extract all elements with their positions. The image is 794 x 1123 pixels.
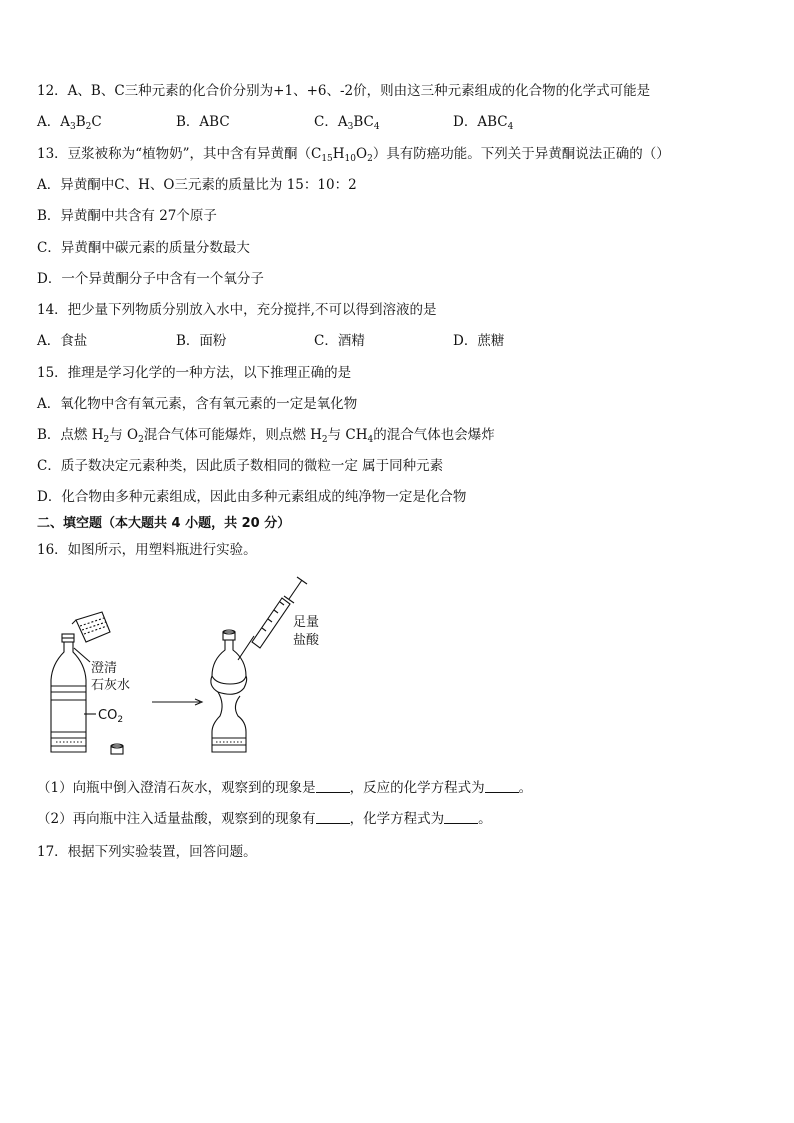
answer-blank[interactable] xyxy=(485,780,519,793)
label-limewater-line2: 石灰水 xyxy=(91,678,131,693)
answer-blank[interactable] xyxy=(316,811,350,824)
beaker-pouring-icon xyxy=(72,612,110,642)
q12-stem: 12．A、B、C三种元素的化合价分别为+1、+6、-2价，则由这三种元素组成的化合物的化学式可能是 xyxy=(37,83,651,99)
answer-blank[interactable] xyxy=(316,780,350,793)
q17-stem: 17．根据下列实验装置，回答问题。 xyxy=(37,844,257,860)
q13-option-d: D．一个异黄酮分子中含有一个氧分子 xyxy=(37,271,264,287)
bottle-experiment-diagram xyxy=(40,572,340,762)
q14-option-c: C．酒精 xyxy=(314,333,365,349)
q14-option-a: A．食盐 xyxy=(37,333,88,349)
q16-subquestion-2: （2）再向瓶中注入适量盐酸，观察到的现象有 ，化学方程式为 。 xyxy=(37,811,492,827)
experiment-figure xyxy=(40,572,340,762)
q13-option-b: B．异黄酮中共含有 27个原子 xyxy=(37,208,217,224)
q15-option-d: D．化合物由多种元素组成，因此由多种元素组成的纯净物一定是化合物 xyxy=(37,489,467,505)
q13-option-a: A．异黄酮中C、H、O三元素的质量比为 15：10：2 xyxy=(37,177,357,193)
q13-stem: 13．豆浆被称为“植物奶”，其中含有异黄酮$(C_{15}H_{10}O_2)$具有防癌功能。下列关于异黄酮说法正确的（） xyxy=(37,146,670,164)
plastic-bottle-after xyxy=(211,630,247,752)
q12-option-d: D．$ABC_4$ xyxy=(453,114,514,132)
answer-blank[interactable] xyxy=(444,811,478,824)
label-hcl-line2: 盐酸 xyxy=(293,633,320,648)
q14-stem: 14．把少量下列物质分别放入水中，充分搅拌,不可以得到溶液的是 xyxy=(37,302,437,318)
q15-option-b: B．点燃 $H_2$与 $O_2$混合气体可能爆炸，则点燃 $H_2$与 $CH_4$的混合气体也会爆炸 xyxy=(37,427,495,445)
section-heading-fill-in: 二、填空题（本大题共 4 小题，共 20 分） xyxy=(37,516,291,531)
q12-option-a: A．$A_3B_2C$ xyxy=(37,114,102,132)
q12-option-b: B．ABC xyxy=(176,114,230,130)
q13-option-c: C．异黄酮中碳元素的质量分数最大 xyxy=(37,240,250,256)
q16-subquestion-1: （1）向瓶中倒入澄清石灰水，观察到的现象是 ，反应的化学方程式为 。 xyxy=(37,780,533,796)
label-limewater-line1: 澄清 xyxy=(91,661,118,676)
q14-option-d: D．蔗糖 xyxy=(453,333,505,349)
plastic-bottle-before xyxy=(51,634,86,752)
q14-option-b: B．面粉 xyxy=(176,333,227,349)
label-hcl-line1: 足量 xyxy=(293,615,320,630)
q16-stem: 16．如图所示，用塑料瓶进行实验。 xyxy=(37,542,257,558)
q12-option-c: C．$A_3BC_4$ xyxy=(314,114,380,132)
q15-option-a: A．氧化物中含有氧元素，含有氧元素的一定是氧化物 xyxy=(37,396,358,412)
q15-option-c: C．质子数决定元素种类，因此质子数相同的微粒一定 属于同种元素 xyxy=(37,458,444,474)
label-co2: $CO_2$ xyxy=(98,708,124,725)
q15-stem: 15．推理是学习化学的一种方法，以下推理正确的是 xyxy=(37,365,352,381)
